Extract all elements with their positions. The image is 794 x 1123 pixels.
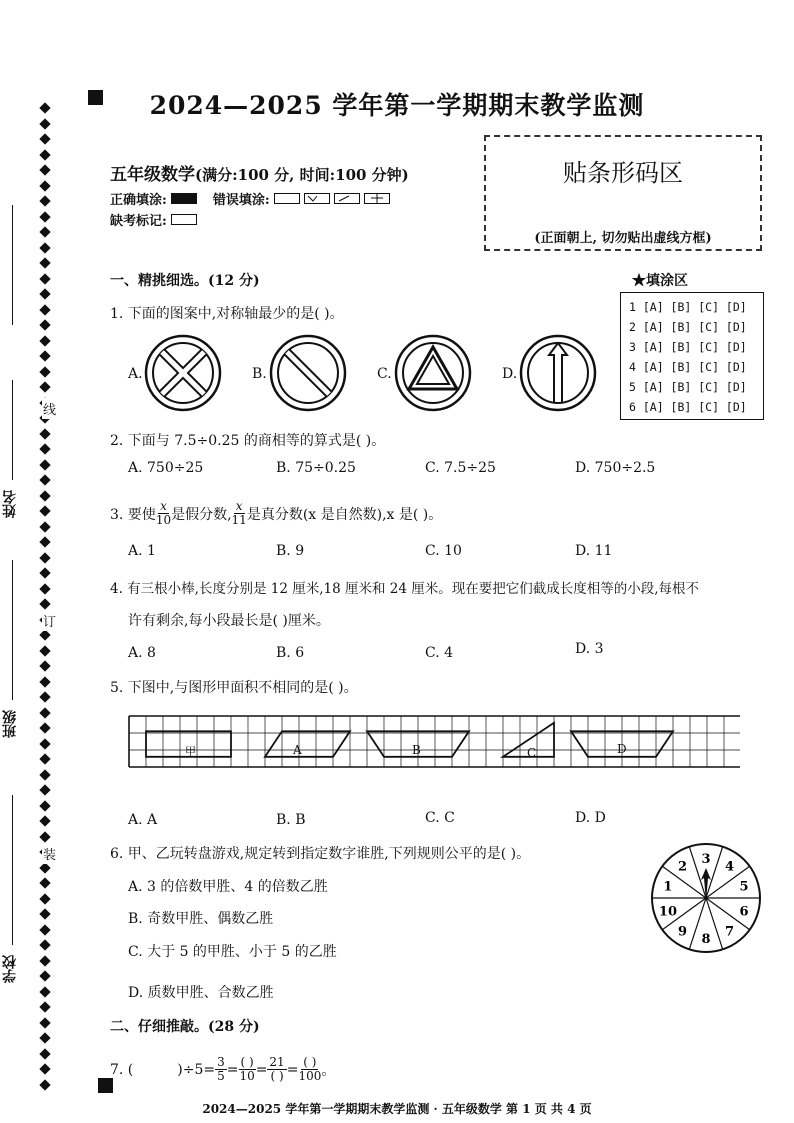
question-6: 6. 甲、乙玩转盘游戏,规定转到指定数字谁胜,下列规则公平的是( )。 [110,846,531,862]
diamond-icon [39,381,50,392]
page-footer: 2024—2025 学年第一学期期末教学监测 · 五年级数学 第 1 页 共 4 页 [202,1102,592,1116]
absent-mark-label: 缺考标记: [110,214,167,229]
q4-option-c: C. 4 [425,645,454,661]
fill-instructions [110,189,390,208]
answer-row[interactable]: 1 [A] [B] [C] [D] [629,300,747,314]
answer-row[interactable]: 4 [A] [B] [C] [D] [629,360,747,374]
name-write-line-2[interactable] [12,380,13,480]
diamond-icon [39,211,50,222]
spinner-number: 5 [739,879,749,895]
diamond-icon [39,552,50,563]
q4-option-b: B. 6 [276,645,305,661]
q5-grid-label-a: A [293,743,302,757]
diamond-icon [39,304,50,315]
diamond-icon [39,1017,50,1028]
spinner-number: 4 [724,859,735,875]
q1-figure-d-icon [518,333,598,413]
diamond-icon [39,459,50,470]
q2-option-d: D. 750÷2.5 [575,460,656,476]
q3-lead: 3. 要使 [110,506,156,523]
barcode-title: 贴条形码区 [563,159,683,187]
q1-label-d: D. [502,366,518,382]
q7-f4-num: ( ) [303,1055,317,1069]
diamond-icon [39,955,50,966]
diamond-icon [39,350,50,361]
q7-eq-1: = [226,1061,239,1078]
answer-row[interactable]: 6 [A] [B] [C] [D] [629,400,747,414]
q1-label-a: A. [128,366,143,382]
diamond-icon [39,490,50,501]
spinner-number: 6 [739,904,749,920]
barcode-area [484,135,762,251]
q7-lead: 7. ( [110,1061,134,1078]
q7-div: )÷5= [177,1061,216,1078]
spinner-number: 1 [663,879,673,895]
answer-row[interactable]: 5 [A] [B] [C] [D] [629,380,747,394]
binding-label-ding: 订 [42,610,57,631]
diamond-icon [39,1079,50,1090]
q2-option-c: C. 7.5÷25 [425,460,496,476]
q4-option-d: D. 3 [575,641,604,657]
q7-f4-den: 100 [298,1069,322,1083]
q6-option-d: D. 质数甲胜、合数乙胜 [128,985,274,1001]
q5-grid-figure [128,710,740,776]
q6-option-b: B. 奇数甲胜、偶数乙胜 [128,911,274,927]
q1-label-c: C. [377,366,392,382]
q5-option-d: D. D [575,810,606,826]
q3-f1-den: 10 [155,513,172,527]
spinner-number: 2 [677,859,688,875]
q7-f2-den: 10 [239,1069,255,1083]
diamond-icon [39,149,50,160]
diamond-icon [39,273,50,284]
diamond-icon [39,722,50,733]
diamond-icon [39,133,50,144]
q3-fraction-1 [156,500,171,527]
q5-grid-label-d: D [617,742,627,756]
q7-fraction-1 [215,1056,227,1083]
q1-figure-a-icon [143,333,223,413]
diamond-icon [39,753,50,764]
wrong-fill-sample-1 [274,193,300,204]
side-label-school: 学校 [2,955,18,983]
q7-fraction-3[interactable] [267,1056,286,1083]
diamond-icon [39,939,50,950]
diamond-icon [39,893,50,904]
diamond-icon [39,1048,50,1059]
diamond-icon [39,769,50,780]
diamond-icon [39,1032,50,1043]
diamond-icon [39,908,50,919]
q5-option-c: C. C [425,810,455,826]
diamond-icon [39,660,50,671]
q6-spinner-figure [648,840,764,956]
binding-label-zhuang: 装 [42,843,57,864]
answer-sheet-heading: ★填涂区 [632,273,688,289]
answer-row[interactable]: 3 [A] [B] [C] [D] [629,340,747,354]
diamond-icon [39,335,50,346]
q1-label-b: B. [252,366,267,382]
diamond-icon [39,1001,50,1012]
q7-f2-num: ( ) [240,1055,254,1069]
diamond-icon [39,707,50,718]
q3-option-d: D. 11 [575,543,613,559]
q3-tail: 是真分数(x 是自然数),x 是( )。 [246,506,443,523]
correct-fill-label: 正确填涂: [110,193,167,208]
correct-fill-sample [171,193,197,204]
side-label-class: 班级 [2,710,18,738]
diamond-icon [39,784,50,795]
question-3 [110,500,442,527]
diamond-icon [39,800,50,811]
q3-mid: 是假分数, [171,506,232,523]
diamond-icon [39,443,50,454]
question-2: 2. 下面与 7.5÷0.25 的商相等的算式是( )。 [110,433,386,449]
subject-name: 五年级数学 [110,165,195,185]
wrong-fill-sample-4 [364,193,390,204]
diamond-icon [39,877,50,888]
q4-option-a: A. 8 [128,645,156,661]
q3-option-a: A. 1 [128,543,156,559]
question-4-line-2: 许有剩余,每小段最长是( )厘米。 [128,613,330,629]
name-write-line[interactable] [12,205,13,325]
q6-option-c: C. 大于 5 的甲胜、小于 5 的乙胜 [128,944,337,960]
q7-f3-den: ( ) [270,1069,284,1083]
q3-f2-den: 11 [231,513,247,527]
diamond-icon [39,180,50,191]
q1-figure-b-icon [268,333,348,413]
shape-a [265,731,350,757]
exam-title: 2024—2025 学年第一学期期末教学监测 [149,91,645,120]
q7-f1-num: 3 [217,1055,225,1069]
diamond-icon [39,257,50,268]
diamond-icon [39,924,50,935]
diamond-icon [39,815,50,826]
spinner-number: 9 [677,924,688,940]
q5-grid-label-c: C [527,746,537,760]
diamond-icon [39,583,50,594]
wrong-fill-sample-3 [334,193,360,204]
question-1: 1. 下面的图案中,对称轴最少的是( )。 [110,306,344,322]
subject-line [110,160,409,185]
diamond-icon [39,567,50,578]
q5-option-b: B. B [276,812,306,828]
question-7 [110,1056,335,1083]
diamond-icon [39,676,50,687]
spinner-number: 3 [701,852,711,867]
q7-end: 。 [321,1062,336,1079]
diamond-icon [39,428,50,439]
q6-option-a: A. 3 的倍数甲胜、4 的倍数乙胜 [128,879,328,895]
diamond-icon [39,1063,50,1074]
q5-grid-label-jia: 甲 [185,745,196,758]
side-label-name: 姓名 [2,490,18,518]
q7-f1-den: 5 [217,1069,225,1083]
school-write-line[interactable] [12,795,13,945]
class-write-line[interactable] [12,560,13,700]
diamond-icon [39,505,50,516]
diamond-icon [39,629,50,640]
wrong-fill-sample-2 [304,193,330,204]
section1-title: 一、精挑细选。(12 分) [110,273,260,289]
q2-option-a: A. 750÷25 [128,460,204,476]
q7-f3-num: 21 [269,1055,285,1069]
q3-option-c: C. 10 [425,543,462,559]
diamond-icon [39,474,50,485]
spinner-number: 7 [724,924,735,940]
spinner-number: 8 [701,932,711,947]
q3-f2-num: x [235,499,243,513]
q1-figure-c-icon [393,333,473,413]
answer-sheet [620,292,764,420]
barcode-note: (正面朝上, 切勿贴出虚线方框) [534,231,712,246]
diamond-icon [39,288,50,299]
diamond-icon [39,986,50,997]
q7-fraction-2[interactable] [239,1056,256,1083]
diamond-icon [39,738,50,749]
absent-mark-box[interactable] [171,214,197,225]
diamond-icon [39,598,50,609]
spinner-number: 10 [658,904,678,920]
diamond-icon [39,242,50,253]
section2-title: 二、仔细推敲。(28 分) [110,1019,260,1035]
q2-option-b: B. 75÷0.25 [276,460,356,476]
q5-option-a: A. A [128,812,158,828]
absent-row [110,210,197,229]
binding-label-line: 线 [42,398,57,419]
diamond-icon [39,970,50,981]
question-4-line-1: 4. 有三根小棒,长度分别是 12 厘米,18 厘米和 24 厘米。现在要把它们截成长度相等的小段,每根不 [110,581,700,597]
spinner-pointer-icon[interactable] [701,868,711,902]
q5-grid-label-b: B [412,743,421,757]
diamond-icon [39,645,50,656]
q3-option-b: B. 9 [276,543,305,559]
q3-f1-num: x [160,499,167,513]
q7-eq-3: = [286,1061,299,1078]
diamond-icon [39,691,50,702]
q7-fraction-4[interactable] [298,1056,321,1083]
diamond-icon [39,831,50,842]
diamond-icon [39,226,50,237]
question-5: 5. 下图中,与图形甲面积不相同的是( )。 [110,680,358,696]
diamond-icon [39,536,50,547]
q3-fraction-2 [232,500,247,527]
answer-row[interactable]: 2 [A] [B] [C] [D] [629,320,747,334]
wrong-fill-label: 错误填涂: [212,193,270,208]
exam-info: (满分:100 分, 时间:100 分钟) [195,166,409,184]
binding-diamond-column [37,104,53,1089]
diamond-icon [39,164,50,175]
diamond-icon [39,366,50,377]
diamond-icon [39,195,50,206]
diamond-icon [39,521,50,532]
q7-eq-2: = [255,1061,268,1078]
diamond-icon [39,319,50,330]
